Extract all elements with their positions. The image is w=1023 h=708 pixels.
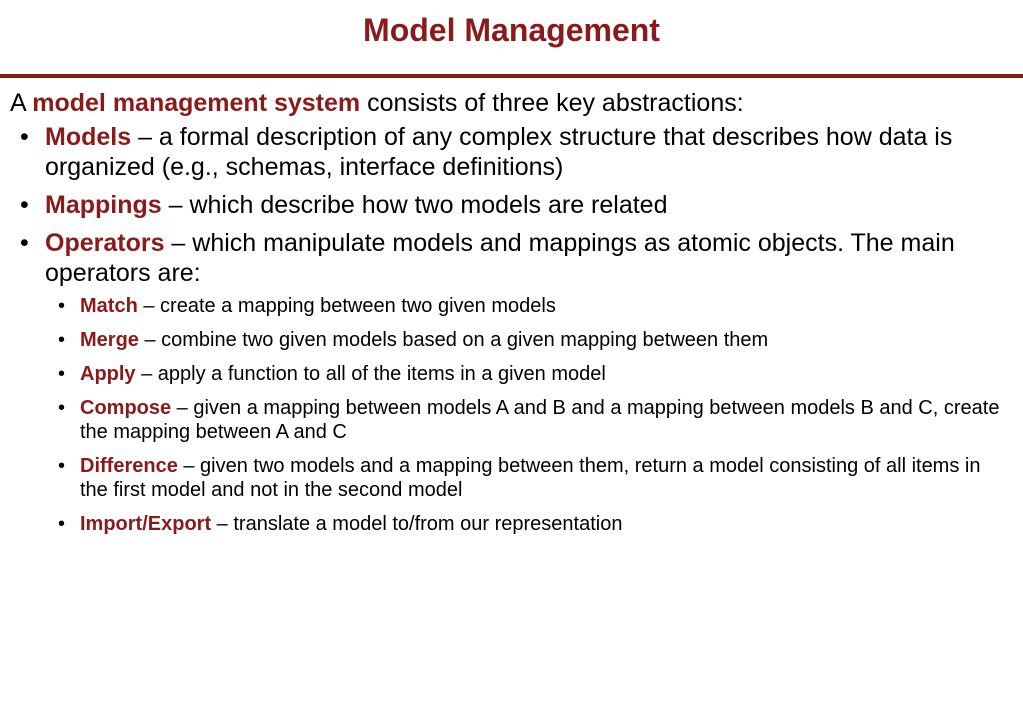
operator-item-compose: [45, 396, 1013, 444]
operator-item-match: [45, 294, 1013, 318]
bullet-glyph: •: [58, 513, 66, 535]
bullet-glyph: •: [20, 191, 29, 219]
term-models: Models: [45, 123, 132, 151]
operator-item-apply: [45, 362, 1013, 386]
bullet-glyph: •: [58, 397, 66, 419]
term-merge: Merge: [80, 329, 139, 351]
desc-import-export: – translate a model to/from our representation: [211, 513, 623, 535]
bullet-glyph: •: [58, 329, 66, 351]
operators-list: [45, 294, 1013, 536]
intro-sentence: [10, 88, 1013, 118]
bullet-glyph: •: [20, 229, 29, 257]
bullet-glyph: •: [58, 455, 66, 477]
title-divider: [0, 74, 1023, 78]
operator-item-import-export: [45, 512, 1013, 536]
term-mappings: Mappings: [45, 191, 162, 219]
slide-title: Model Management: [363, 12, 660, 48]
bullet-glyph: •: [20, 123, 29, 151]
slide-body: [10, 88, 1013, 546]
list-item-models: [10, 122, 1013, 182]
list-item-mappings: [10, 190, 1013, 220]
intro-suffix: consists of three key abstractions:: [360, 89, 744, 117]
desc-operators: – which manipulate models and mappings as atomic objects. The main operators are:: [45, 229, 955, 287]
intro-prefix: A: [10, 89, 33, 117]
desc-difference: – given two models and a mapping between them, return a model consisting of all items in the first model and not in the second model: [80, 455, 981, 501]
term-match: Match: [80, 295, 138, 317]
operator-item-merge: [45, 328, 1013, 352]
desc-merge: – combine two given models based on a given mapping between them: [138, 329, 769, 351]
intro-term: model management system: [32, 89, 361, 117]
term-apply: Apply: [80, 363, 136, 385]
bullet-glyph: •: [58, 295, 66, 317]
term-difference: Difference: [80, 455, 178, 477]
list-item-operators: [10, 228, 1013, 536]
term-import-export: Import/Export: [80, 513, 212, 535]
operator-item-difference: [45, 454, 1013, 502]
desc-apply: – apply a function to all of the items in a given model: [135, 363, 606, 385]
desc-compose: – given a mapping between models A and B and a mapping between models B and C, create the mapping between A and C: [80, 397, 1000, 443]
term-compose: Compose: [80, 397, 172, 419]
desc-mappings: – which describe how two models are related: [161, 191, 668, 219]
term-operators: Operators: [45, 229, 165, 257]
desc-match: – create a mapping between two given models: [137, 295, 556, 317]
abstractions-list: [10, 122, 1013, 536]
desc-models: – a formal description of any complex structure that describes how data is organized (e.g., schemas, interface definitions): [45, 123, 953, 181]
bullet-glyph: •: [58, 363, 66, 385]
